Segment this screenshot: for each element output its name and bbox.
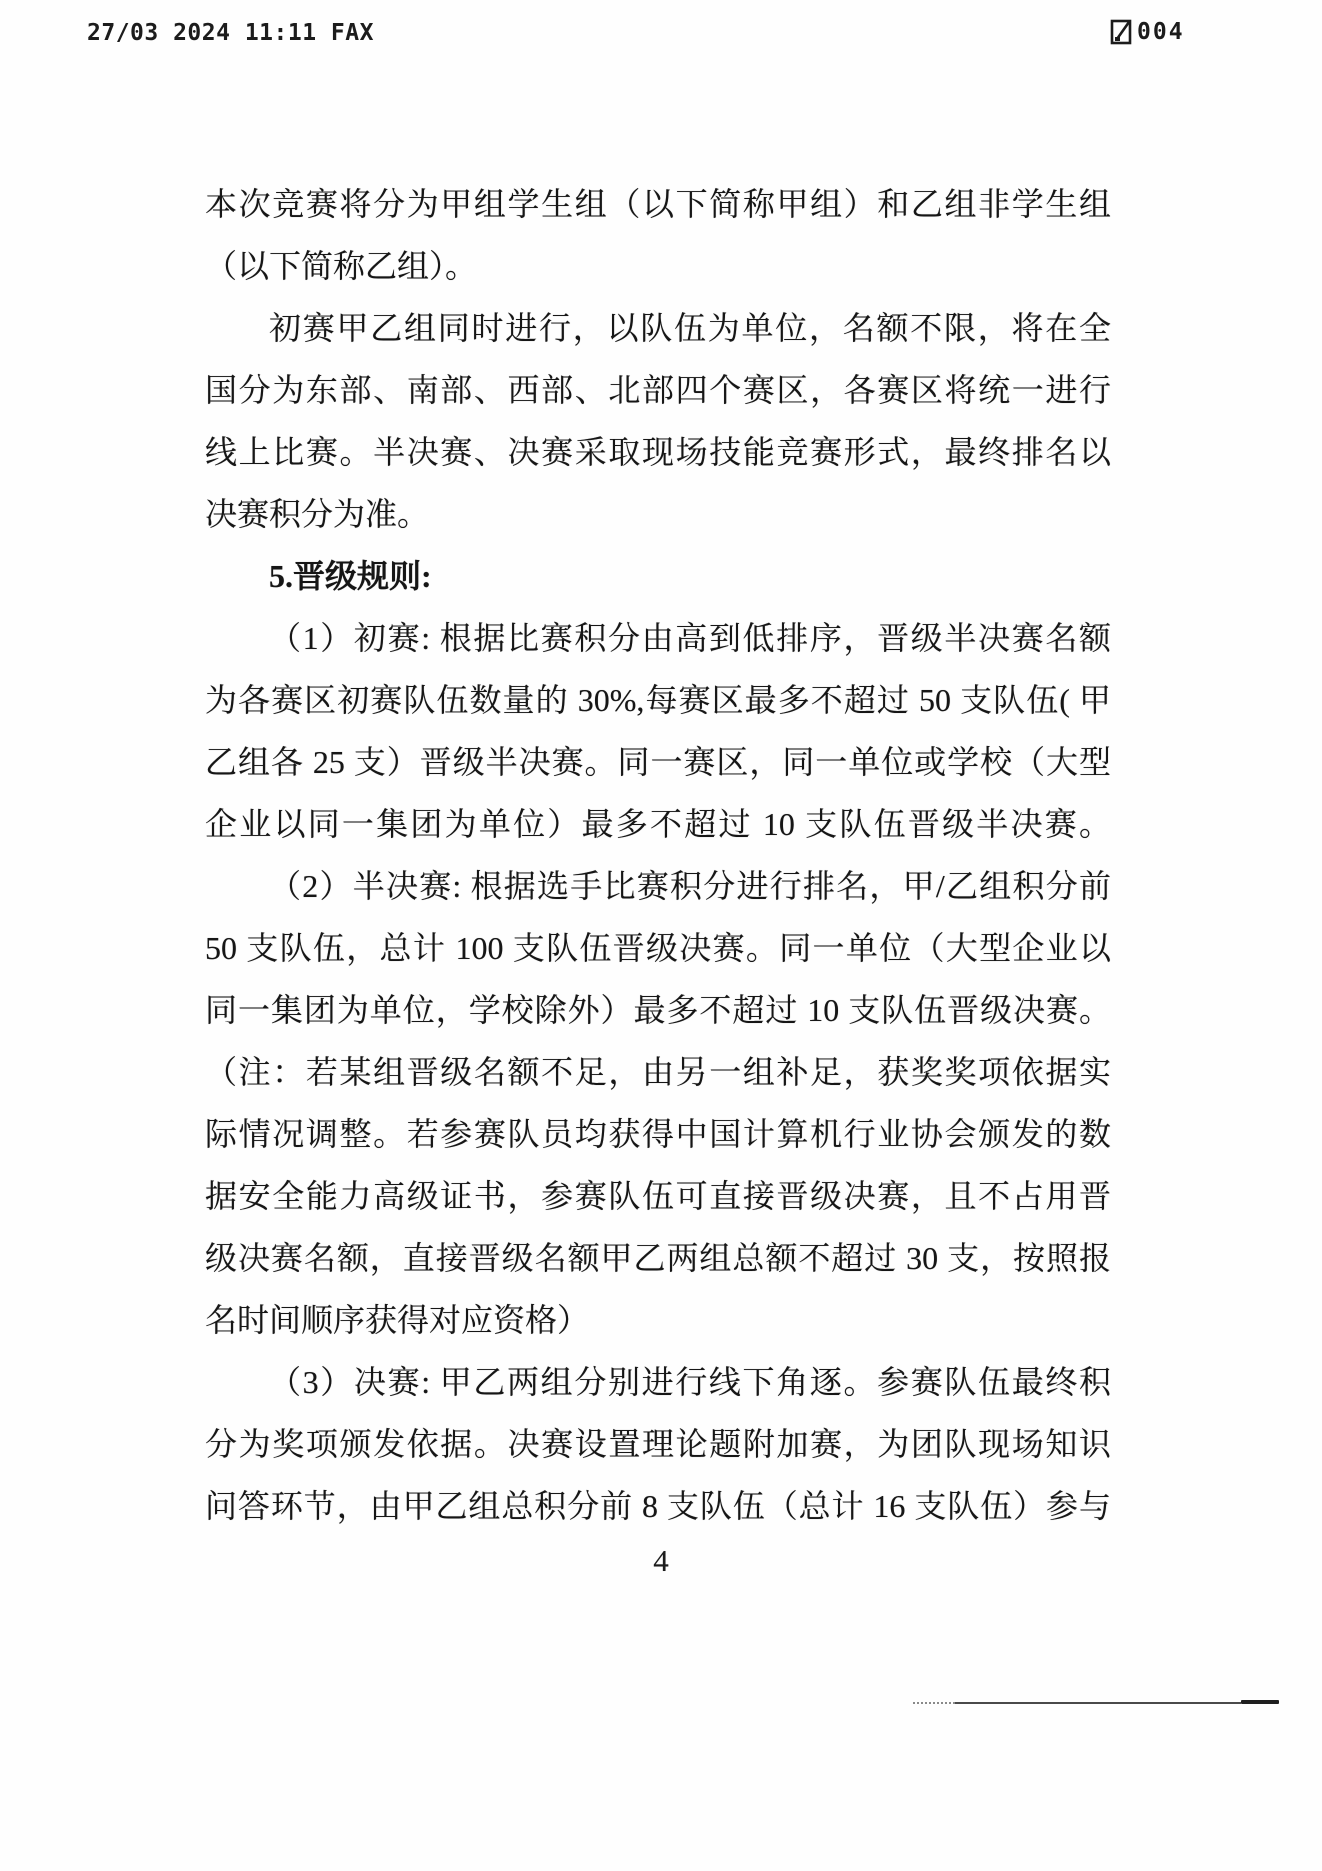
memo-pen-icon bbox=[1110, 18, 1133, 46]
text-line: 初赛甲乙组同时进行，以队伍为单位，名额不限，将在全 bbox=[269, 310, 1111, 346]
text-line: 为各赛区初赛队伍数量的 30%,每赛区最多不超过 50 支队伍( 甲 bbox=[205, 682, 1111, 718]
scan-artifact-thin-line bbox=[955, 1702, 1241, 1704]
text-line: 线上比赛。半决赛、决赛采取现场技能竞赛形式，最终排名以 bbox=[205, 434, 1111, 470]
scan-artifact-dots bbox=[913, 1702, 955, 1704]
text-line: 据安全能力高级证书，参赛队伍可直接晋级决赛，且不占用晋 bbox=[205, 1178, 1111, 1214]
text-line: （以下简称乙组）。 bbox=[205, 248, 478, 284]
text-line: 企业以同一集团为单位）最多不超过 10 支队伍晋级半决赛。 bbox=[205, 806, 1111, 842]
fax-page-number: 004 bbox=[1137, 19, 1185, 45]
text-line: 名时间顺序获得对应资格） bbox=[205, 1302, 590, 1338]
text-line: （注：若某组晋级名额不足，由另一组补足，获奖奖项依据实 bbox=[205, 1054, 1111, 1090]
text-line: 本次竞赛将分为甲组学生组（以下简称甲组）和乙组非学生组 bbox=[205, 186, 1111, 222]
text-line: 级决赛名额，直接晋级名额甲乙两组总额不超过 30 支，按照报 bbox=[205, 1240, 1111, 1276]
text-line: 际情况调整。若参赛队员均获得中国计算机行业协会颁发的数 bbox=[205, 1116, 1111, 1152]
scan-artifact-thick-mark bbox=[1241, 1700, 1279, 1704]
text-line: （2）半决赛: 根据选手比赛积分进行排名，甲/乙组积分前 bbox=[269, 868, 1111, 904]
document-body bbox=[205, 173, 1111, 1537]
text-line: 国分为东部、南部、西部、北部四个赛区，各赛区将统一进行 bbox=[205, 372, 1111, 408]
text-line: 分为奖项颁发依据。决赛设置理论题附加赛，为团队现场知识 bbox=[205, 1426, 1111, 1462]
text-line: （1）初赛: 根据比赛积分由高到低排序，晋级半决赛名额 bbox=[269, 620, 1111, 656]
fax-header bbox=[0, 18, 1322, 54]
text-line: 50 支队伍，总计 100 支队伍晋级决赛。同一单位（大型企业以 bbox=[205, 930, 1111, 966]
section-heading: 5.晋级规则: bbox=[269, 558, 432, 594]
text-line: （3）决赛: 甲乙两组分别进行线下角逐。参赛队伍最终积 bbox=[269, 1364, 1111, 1400]
text-line: 决赛积分为准。 bbox=[205, 496, 430, 532]
scan-artifact-line bbox=[913, 1699, 1279, 1705]
fax-datetime: 27/03 2024 11:11 FAX bbox=[87, 20, 374, 46]
text-line: 乙组各 25 支）晋级半决赛。同一赛区，同一单位或学校（大型 bbox=[205, 744, 1111, 780]
fax-page-indicator bbox=[1110, 18, 1185, 46]
page-number: 4 bbox=[653, 1543, 669, 1578]
text-line: 问答环节，由甲乙组总积分前 8 支队伍（总计 16 支队伍）参与 bbox=[205, 1488, 1111, 1524]
text-line: 同一集团为单位，学校除外）最多不超过 10 支队伍晋级决赛。 bbox=[205, 992, 1111, 1028]
